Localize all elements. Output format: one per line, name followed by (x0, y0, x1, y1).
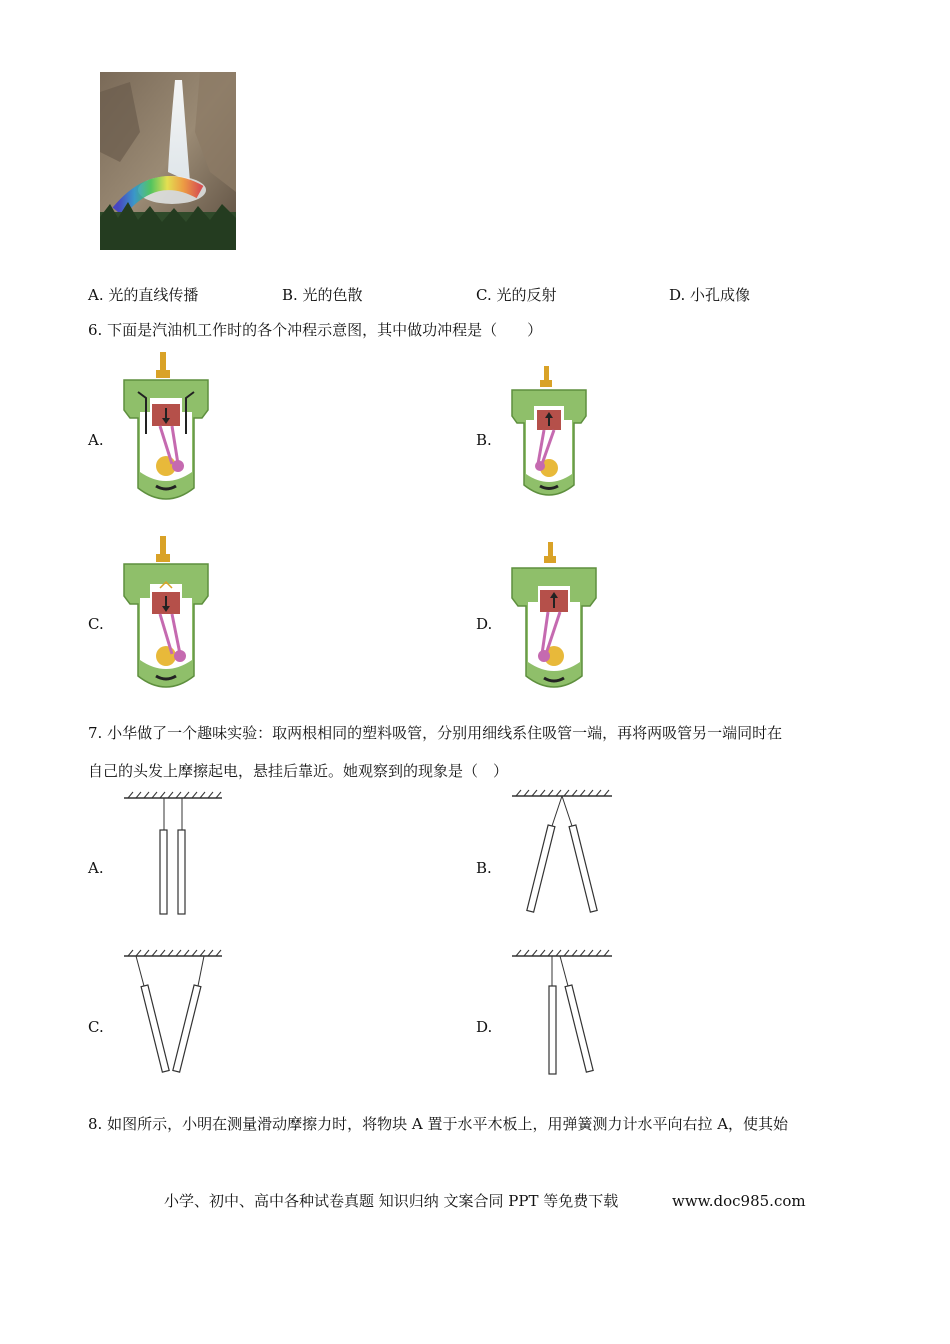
q7-label-d: D. (476, 1018, 493, 1036)
waterfall-rainbow-photo (100, 72, 236, 250)
q7-label-c: C. (88, 1018, 104, 1036)
straw-diagram-c (122, 950, 224, 1078)
question-7-line-1: 7. 小华做了一个趣味实验：取两根相同的塑料吸管，分别用细线系住吸管一端，再将两吸管另一端同时在 (88, 724, 783, 742)
engine-diagram-d (508, 542, 600, 698)
q6-label-c: C. (88, 615, 104, 633)
option-b: B. 光的色散 (282, 286, 363, 304)
engine-diagram-a (120, 352, 212, 504)
q7-label-b: B. (476, 859, 492, 877)
q6-label-a: A. (88, 431, 104, 449)
footer-text: 小学、初中、高中各种试卷真题 知识归纳 文案合同 PPT 等免费下载 (164, 1192, 619, 1210)
straw-diagram-a (122, 792, 224, 918)
question-6: 6. 下面是汽油机工作时的各个冲程示意图，其中做功冲程是（ ） (88, 321, 543, 339)
question-8-line-1: 8. 如图所示，小明在测量滑动摩擦力时，将物块 A 置于水平木板上，用弹簧测力计水平向右拉 A，使其始 (88, 1115, 789, 1133)
q6-label-b: B. (476, 431, 492, 449)
footer-url[interactable]: www.doc985.com (672, 1192, 806, 1210)
straw-diagram-b (510, 790, 614, 918)
option-d: D. 小孔成像 (669, 286, 751, 304)
engine-diagram-b (508, 366, 590, 504)
option-c: C. 光的反射 (476, 286, 557, 304)
straw-diagram-d (510, 950, 614, 1078)
option-a: A. 光的直线传播 (88, 286, 199, 304)
q7-label-a: A. (88, 859, 104, 877)
question-7-line-2: 自己的头发上摩擦起电，悬挂后靠近。她观察到的现象是（ ） (88, 762, 509, 780)
q6-label-d: D. (476, 615, 493, 633)
engine-a (124, 352, 208, 499)
engine-diagram-c (120, 536, 212, 696)
